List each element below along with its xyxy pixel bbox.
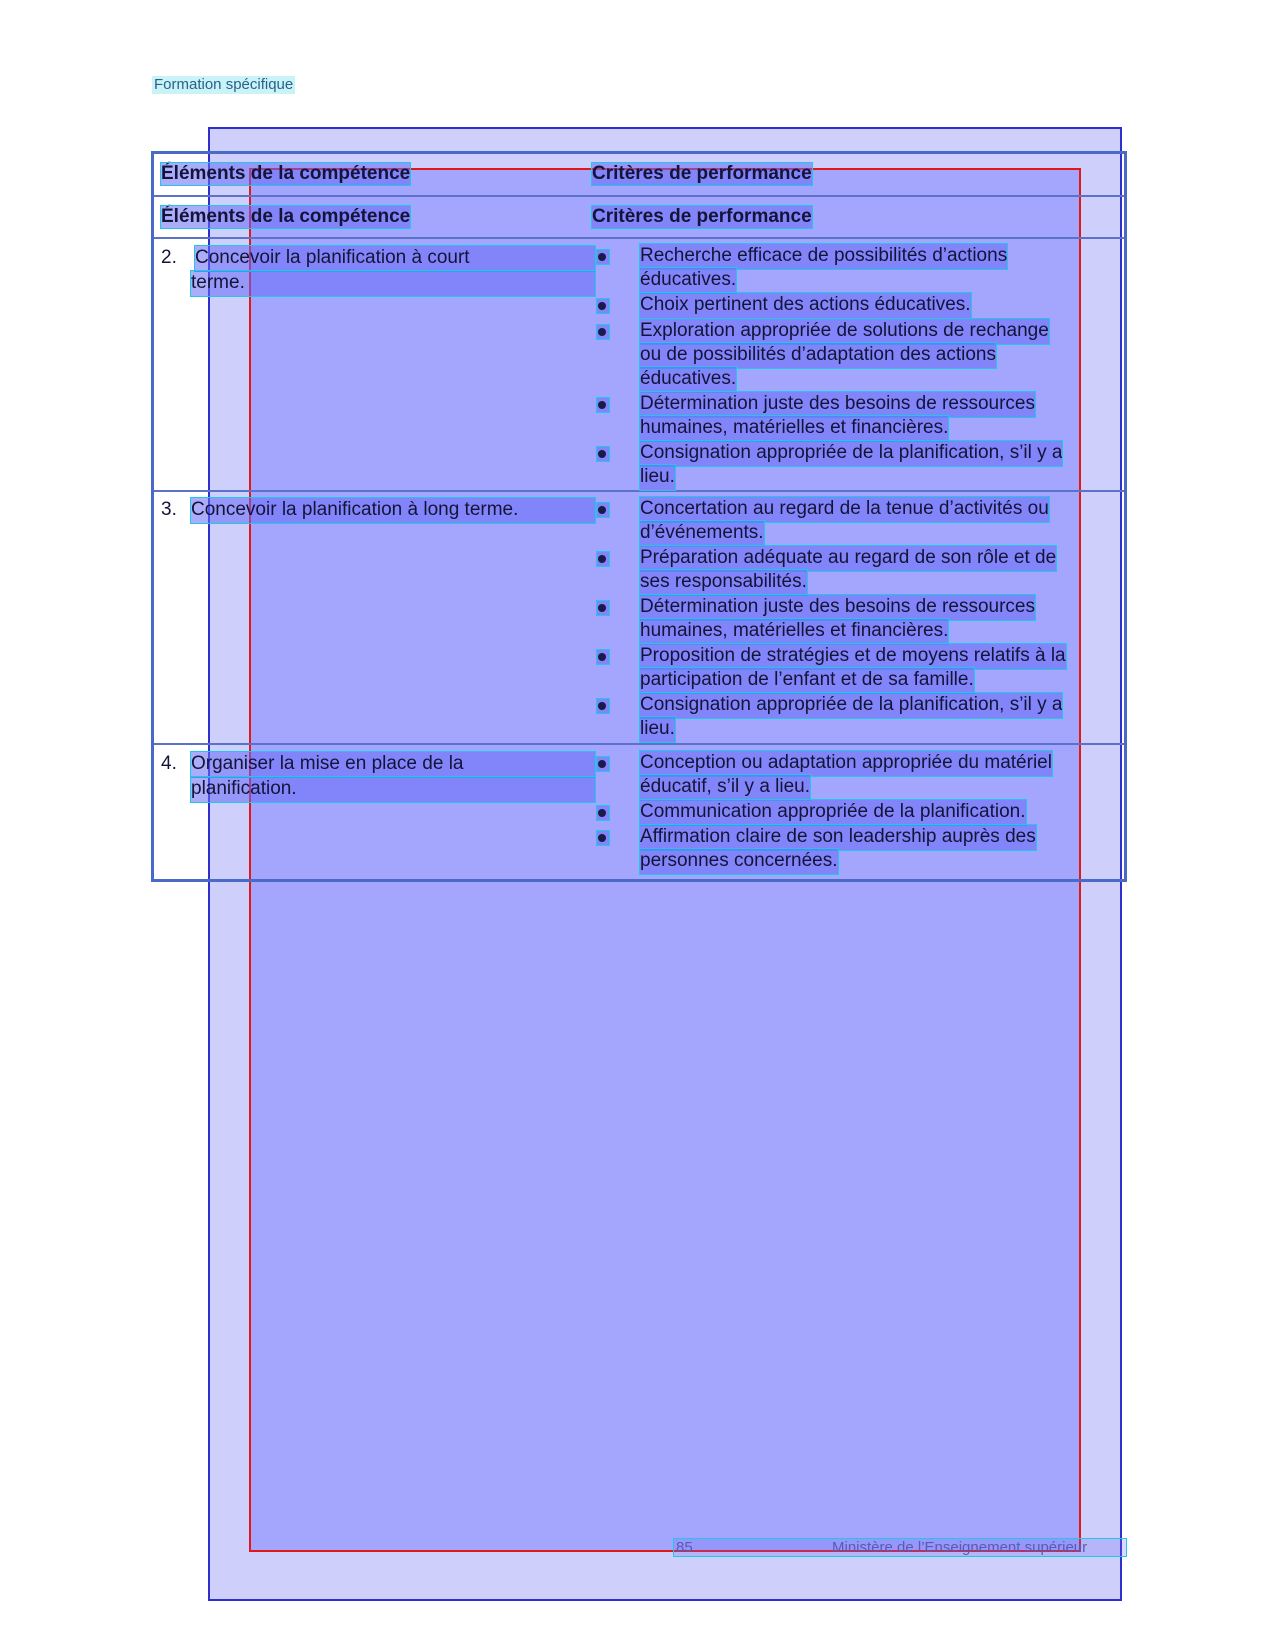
column-header-elements-repeat: Éléments de la compétence — [161, 206, 411, 227]
bullet — [598, 702, 606, 710]
criterion: Concertation au regard de la tenue d’activités ou — [640, 497, 1049, 522]
criterion: lieu. — [640, 717, 675, 742]
criterion: Consignation appropriée de la planification, s’il y a — [640, 441, 1062, 466]
bullet — [598, 328, 606, 336]
bullet — [598, 555, 606, 563]
header-rule — [154, 195, 1124, 197]
bullet — [598, 450, 606, 458]
bullet — [598, 809, 606, 817]
criterion: Consignation appropriée de la planification, s’il y a — [640, 693, 1062, 718]
criterion: Proposition de stratégies et de moyens relatifs à la — [640, 644, 1066, 669]
criterion: personnes concernées. — [640, 849, 838, 874]
criterion: Exploration appropriée de solutions de rechange — [640, 319, 1049, 344]
criterion: Communication appropriée de la planification. — [640, 800, 1026, 825]
criterion: humaines, matérielles et financières. — [640, 619, 948, 644]
page-number: 85 — [676, 1539, 693, 1556]
criterion: ses responsabilités. — [640, 570, 807, 595]
element-text: Concevoir la planification à court — [195, 246, 595, 271]
criterion: participation de l’enfant et de sa famille. — [640, 668, 974, 693]
element-number: 4. — [161, 753, 177, 774]
running-header: Formation spécifique — [154, 76, 294, 93]
bullet — [598, 401, 606, 409]
bullet — [598, 302, 606, 310]
bullet — [598, 506, 606, 514]
bullet — [598, 653, 606, 661]
criterion: Recherche efficace de possibilités d’actions — [640, 244, 1007, 269]
criterion: Détermination juste des besoins de ressources — [640, 595, 1035, 620]
bullet — [598, 760, 606, 768]
criterion: Préparation adéquate au regard de son rôle et de — [640, 546, 1056, 571]
column-header-criteria: Critères de performance — [592, 163, 812, 184]
criterion: Conception ou adaptation appropriée du matériel — [640, 751, 1052, 776]
element-text: Concevoir la planification à long terme. — [191, 498, 595, 523]
element-text: terme. — [191, 271, 595, 296]
bullet — [598, 834, 606, 842]
column-header-criteria-repeat: Critères de performance — [592, 206, 812, 227]
criterion: éducatives. — [640, 268, 736, 293]
criterion: ou de possibilités d’adaptation des actions — [640, 343, 996, 368]
bullet — [598, 253, 606, 261]
header-rule — [154, 237, 1124, 239]
footer-organization: Ministère de l’Enseignement supérieur — [832, 1539, 1088, 1556]
criterion: éducatif, s’il y a lieu. — [640, 775, 810, 800]
criterion: Choix pertinent des actions éducatives. — [640, 293, 971, 318]
row-rule — [154, 743, 1124, 745]
bullet — [598, 604, 606, 612]
criterion: lieu. — [640, 465, 675, 490]
criterion: éducatives. — [640, 367, 736, 392]
column-header-elements: Éléments de la compétence — [161, 163, 411, 184]
criterion: Affirmation claire de son leadership auprès des — [640, 825, 1036, 850]
element-text: Organiser la mise en place de la — [191, 752, 595, 777]
criterion: d’événements. — [640, 521, 764, 546]
criterion: Détermination juste des besoins de ressources — [640, 392, 1035, 417]
row-rule — [154, 490, 1124, 492]
element-number: 3. — [161, 499, 177, 520]
element-number: 2. — [161, 247, 177, 268]
element-text: planification. — [191, 777, 595, 802]
criterion: humaines, matérielles et financières. — [640, 416, 948, 441]
